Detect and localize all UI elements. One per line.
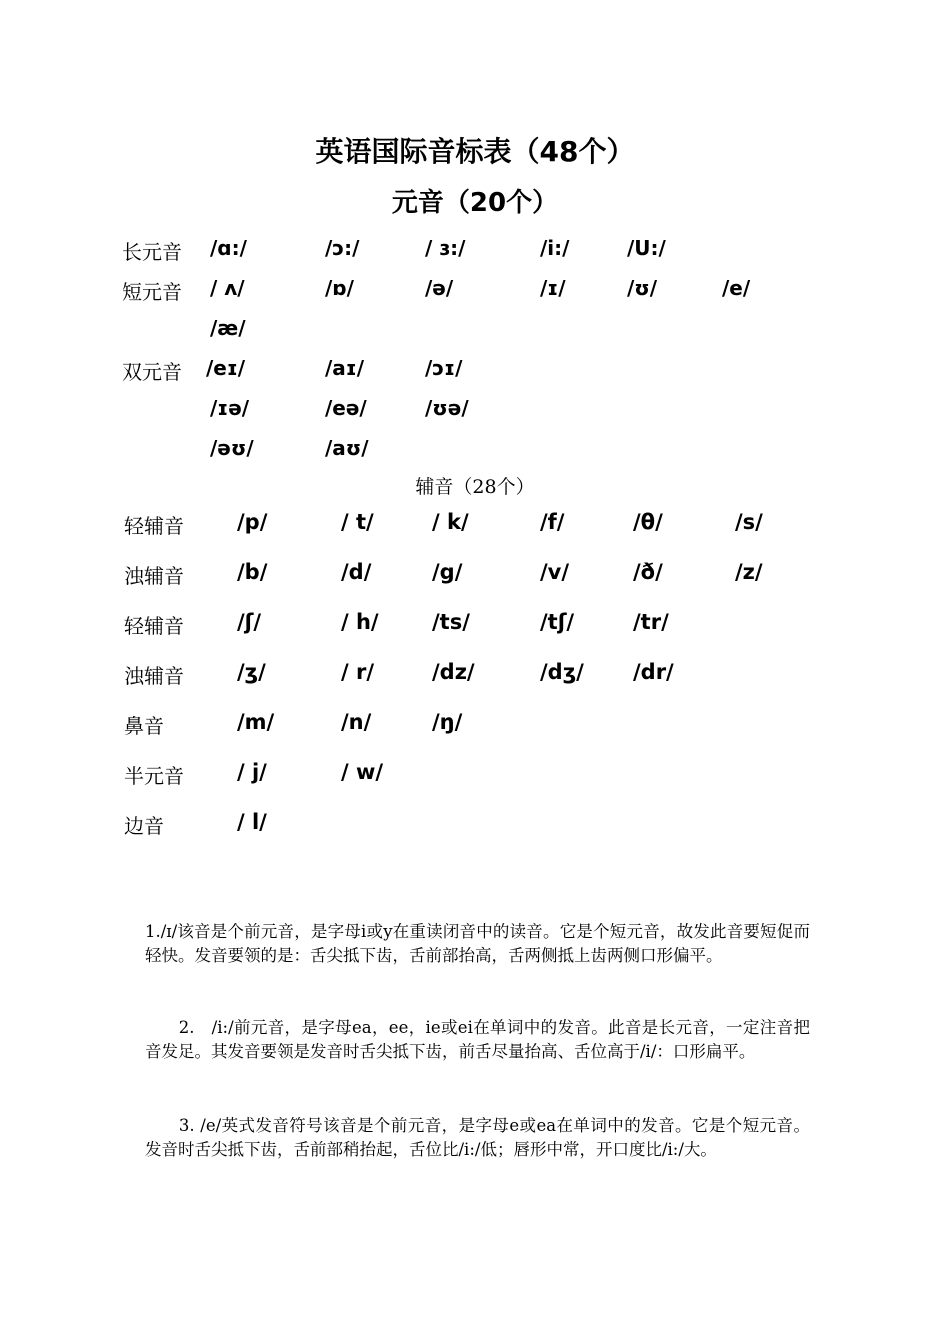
phoneme: /n/	[341, 710, 372, 734]
page-title: 英语国际音标表（48个）	[315, 135, 635, 168]
phoneme: / h/	[341, 610, 379, 634]
row-label: 轻辅音	[124, 514, 184, 538]
phoneme: /m/	[237, 710, 275, 734]
phoneme: /f/	[540, 510, 565, 534]
phoneme: /ɪə/	[210, 396, 250, 420]
phoneme: / w/	[341, 760, 384, 784]
note-paragraph: 2. /i:/前元音，是字母ea，ee，ie或ei在单词中的发音。此音是长元音，一定注音把音发足。其发音要领是发音时舌尖抵下齿，前舌尽量抬高、舌位高于/i/：口形扁平。	[145, 1018, 810, 1061]
phoneme: /ʊ/	[627, 276, 658, 300]
row-label: 轻辅音	[124, 614, 184, 638]
phoneme: /ɪ/	[540, 276, 566, 300]
phoneme: /ŋ/	[432, 710, 463, 734]
phoneme: /z/	[735, 560, 763, 584]
phoneme: /b/	[237, 560, 268, 584]
phoneme: /v/	[540, 560, 570, 584]
phoneme: /aɪ/	[325, 356, 365, 380]
phoneme: /ɑ:/	[210, 236, 247, 260]
note-paragraph: 1./ɪ/该音是个前元音，是字母i或y在重读闭音中的读音。它是个短元音，故发此音要短促而轻快。发音要领的是：舌尖抵下齿，舌前部抬高，舌两侧抵上齿两侧口形偏平。	[145, 922, 810, 965]
phoneme: /ʃ/	[237, 610, 262, 634]
row-label: 双元音	[122, 360, 182, 384]
phoneme: /g/	[432, 560, 463, 584]
phoneme: /dz/	[432, 660, 475, 684]
phoneme: /dʒ/	[540, 660, 584, 684]
vowel-heading: 元音（20个）	[391, 188, 559, 218]
row-label: 鼻音	[124, 714, 164, 738]
row-label: 浊辅音	[124, 664, 184, 688]
phoneme: / ɜ:/	[425, 236, 466, 260]
phoneme: /tr/	[633, 610, 669, 634]
row-label: 长元音	[122, 240, 182, 264]
phoneme: /tʃ/	[540, 610, 575, 634]
phoneme: /eə/	[325, 396, 367, 420]
phoneme: /dr/	[633, 660, 674, 684]
phoneme: /æ/	[210, 316, 246, 340]
phoneme: /aʊ/	[325, 436, 369, 460]
phoneme: /ð/	[633, 560, 663, 584]
phoneme: / r/	[341, 660, 375, 684]
phoneme: /e/	[722, 276, 751, 300]
phoneme: /U:/	[627, 236, 666, 260]
phoneme: / k/	[432, 510, 469, 534]
phoneme: / j/	[237, 760, 267, 784]
phoneme: /ɔɪ/	[425, 356, 463, 380]
phoneme: /i:/	[540, 236, 570, 260]
phoneme: / t/	[341, 510, 374, 534]
consonant-heading: 辅音（28个）	[415, 476, 535, 498]
phoneme: /d/	[341, 560, 372, 584]
phoneme: /ts/	[432, 610, 470, 634]
phoneme: / l/	[237, 810, 267, 834]
phoneme: /ɔ:/	[325, 236, 360, 260]
row-label: 浊辅音	[124, 564, 184, 588]
row-label: 短元音	[122, 280, 182, 304]
phoneme: / ʌ/	[210, 276, 245, 300]
phoneme: /ɒ/	[325, 276, 354, 300]
phoneme: /ə/	[425, 276, 454, 300]
phoneme: /s/	[735, 510, 763, 534]
phoneme: /p/	[237, 510, 268, 534]
note-paragraph: 3. /e/英式发音符号该音是个前元音，是字母e或ea在单词中的发音。它是个短元音。发音时舌尖抵下齿，舌前部稍抬起，舌位比/i:/低；唇形中常，开口度比/i:/大。	[145, 1116, 810, 1159]
phoneme: /ʊə/	[425, 396, 469, 420]
row-label: 半元音	[124, 764, 184, 788]
phoneme: /eɪ/	[206, 356, 246, 380]
phoneme: /θ/	[633, 510, 663, 534]
phoneme: /əʊ/	[210, 436, 254, 460]
phoneme: /ʒ/	[237, 660, 266, 684]
row-label: 边音	[124, 814, 164, 838]
